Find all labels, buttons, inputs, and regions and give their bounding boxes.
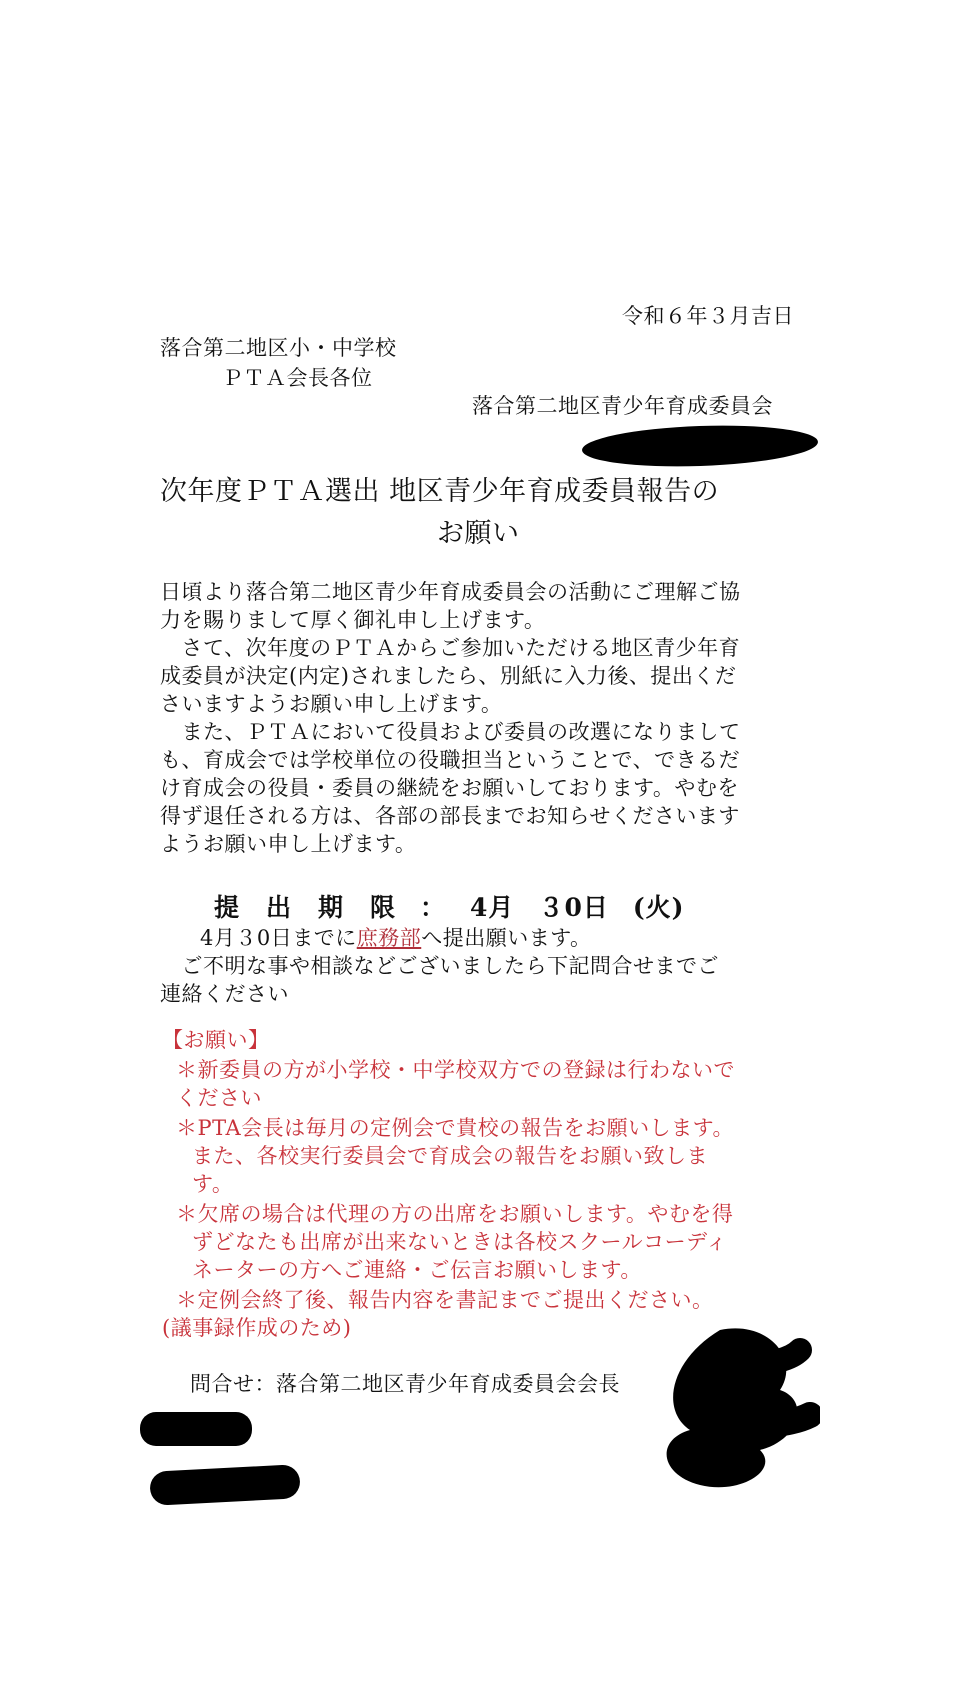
deadline-colon: ： (420, 893, 447, 922)
body-line: ようお願い申し上げます。 (160, 832, 417, 856)
request-line: (議事録作成のため) (162, 1316, 352, 1340)
body-line: も、育成会では学校単位の役職担当ということで、できるだ (160, 748, 741, 772)
body-line: また、ＰＴＡにおいて役員および委員の改選になりまして (160, 720, 741, 744)
recipient-line-1: 落合第二地区小・中学校 (160, 336, 397, 360)
request-line: ください (176, 1086, 262, 1110)
request-line: また、各校実行委員会で育成会の報告をお願い致しま (192, 1144, 708, 1168)
request-line: ＊欠席の場合は代理の方の出席をお願いします。やむを得 (176, 1202, 734, 1226)
redaction-mark-left-2 (149, 1464, 301, 1506)
body-line: 日頃より落合第二地区青少年育成委員会の活動にご理解ご協 (160, 580, 741, 604)
request-line: す。 (192, 1172, 234, 1196)
redaction-mark-left-1 (140, 1412, 252, 1446)
sender-name: 落合第二地区青少年育成委員会 (472, 394, 773, 418)
contact-note-line: ご不明な事や相談などございましたら下記問合せまでご (160, 954, 719, 978)
body-line: さいますようお願い申し上げます。 (160, 692, 503, 716)
request-line: ＊新委員の方が小学校・中学校双方での登録は行わないで (176, 1058, 735, 1082)
request-line: ネーターの方へご連絡・ご伝言お願いします。 (192, 1258, 642, 1282)
submit-suffix: へ提出願います。 (421, 926, 592, 950)
submit-prefix: 4月３0日までに (200, 926, 357, 950)
deadline-label: 提 出 期 限 (214, 893, 397, 922)
redaction-scribble-right (660, 1320, 820, 1500)
requests-heading: 【お願い】 (162, 1028, 270, 1052)
deadline-month: 4月 (470, 893, 515, 922)
request-line: ＊定例会終了後、報告内容を書記までご提出ください。 (176, 1288, 714, 1312)
submit-department: 庶務部 (356, 926, 422, 950)
body-line: 成委員が決定(内定)されましたら、別紙に入力後、提出くだ (160, 664, 737, 688)
body-line: け育成会の役員・委員の継続をお願いしております。やむを (160, 776, 739, 800)
request-line: ＊PTA会長は毎月の定例会で貴校の報告をお願いします。 (176, 1116, 734, 1140)
inquiry-line: 問合せ：落合第二地区青少年育成委員会会長 (190, 1372, 620, 1396)
title-line-2: お願い (437, 518, 520, 549)
contact-note-line: 連絡ください (160, 982, 289, 1006)
deadline-row (214, 888, 685, 924)
body-line: 力を賜りまして厚く御礼申し上げます。 (160, 608, 546, 632)
title-line-1: 次年度ＰＴＡ選出 地区青少年育成委員報告の (160, 476, 720, 507)
body-line: さて、次年度のＰＴＡからご参加いただける地区青少年育 (160, 636, 741, 660)
body-line: 得ず退任される方は、各部の部長までお知らせくださいます (160, 804, 740, 828)
deadline-day: ３0日 (538, 893, 609, 922)
submit-line (200, 924, 592, 952)
recipient-line-2: ＰＴＡ会長各位 (222, 366, 373, 390)
deadline-weekday: (火) (632, 893, 685, 922)
request-line: ずどなたも出席が出来ないときは各校スクールコーディ (192, 1230, 728, 1254)
document-date: 令和６年３月吉日 (622, 304, 794, 328)
